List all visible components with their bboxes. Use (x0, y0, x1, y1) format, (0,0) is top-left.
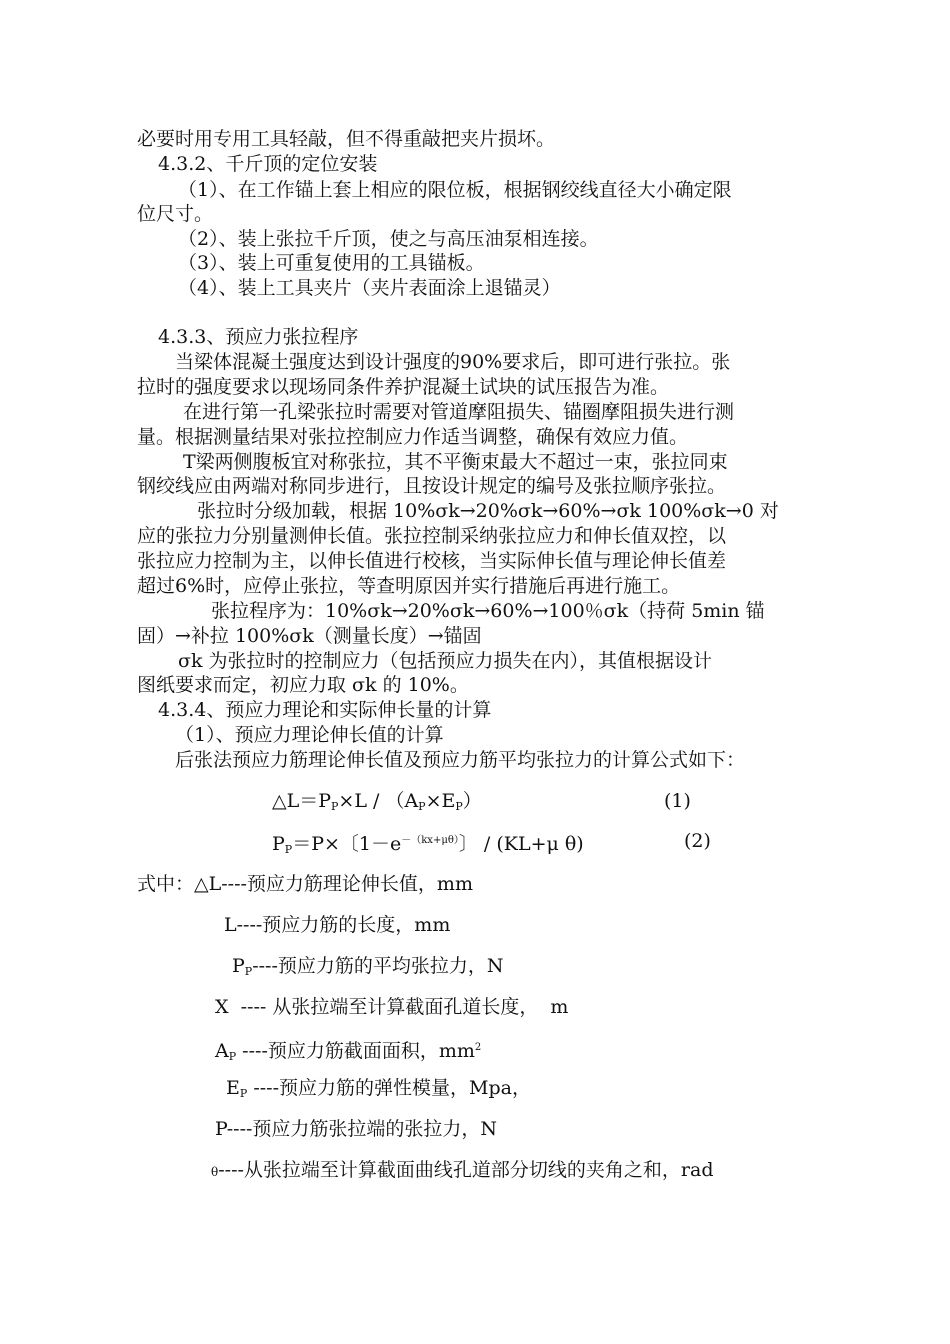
text-line: （3）、装上可重复使用的工具锚板。 (178, 252, 485, 274)
formula-1-number: (1) (664, 790, 691, 812)
formula-1: $\triangle L=P_P\times L / (A_P\times E_P)$ (272, 790, 482, 813)
text-line: T梁两侧腹板宜对称张拉，其不平衡束最大不超过一束，张拉同束 (183, 451, 728, 473)
section-heading: 4.3.2、千斤顶的定位安装 (158, 153, 378, 175)
definition-line: L----预应力筋的长度，mm (224, 914, 451, 936)
definition-line: $A_P$ ----预应力筋截面面积，$mm^2$ (215, 1040, 482, 1063)
definition-line: P----预应力筋张拉端的张拉力，N (215, 1118, 498, 1140)
text-line: 张拉时分级加载，根据 10%σk→20%σk→60%→σk 100%σk→0 对 (197, 500, 779, 522)
section-heading: 4.3.3、预应力张拉程序 (158, 326, 359, 348)
text-line: 张拉应力控制为主，以伸长值进行校核，当实际伸长值与理论伸长值差 (137, 550, 727, 572)
definition-line: $E_P$ ----预应力筋的弹性模量，Mpa， (226, 1077, 531, 1100)
text-line: 当梁体混凝土强度达到设计强度的90%要求后，即可进行张拉。张 (175, 351, 731, 373)
text-line: 应的张拉力分别量测伸长值。张拉控制采纳张拉应力和伸长值双控，以 (137, 525, 727, 547)
text-line: 张拉程序为：10%σk→20%σk→60%→100％σk（持荷 5min 锚 (211, 600, 765, 622)
text-line: 必要时用专用工具轻敲，但不得重敲把夹片损坏。 (137, 128, 556, 150)
text-line: 在进行第一孔梁张拉时需要对管道摩阻损失、锚圈摩阻损失进行测 (183, 401, 735, 423)
text-line: 固）→补拉 100%σk（测量长度）→锚固 (137, 625, 482, 647)
definition-line: X ---- 从张拉端至计算截面孔道长度， m (215, 996, 569, 1018)
text-line: 图纸要求而定，初应力取 σk 的 10%。 (137, 674, 469, 696)
formula-2: $P_P=P\times$〔$1-e^{-(kx+\mu\theta)}$〕 / (KL+μ θ) (272, 833, 584, 856)
definition-line: $P_P----$预应力筋的平均张拉力，N (232, 955, 504, 978)
text-line: （4）、装上工具夹片（夹片表面涂上退锚灵） (178, 277, 561, 299)
formula-2-number: (2) (684, 830, 711, 852)
text-line: 超过6%时，应停止张拉，等查明原因并实行措施后再进行施工。 (137, 575, 681, 597)
text-line: 拉时的强度要求以现场同条件养护混凝土试块的试压报告为准。 (137, 376, 670, 398)
text-line: 后张法预应力筋理论伸长值及预应力筋平均张拉力的计算公式如下： (175, 749, 746, 771)
section-heading: 4.3.4、预应力理论和实际伸长量的计算 (158, 699, 492, 721)
text-line: 钢绞线应由两端对称同步进行，且按设计规定的编号及张拉顺序张拉。 (137, 475, 727, 497)
text-line: （2）、装上张拉千斤顶，使之与高压油泵相连接。 (178, 228, 599, 250)
text-line: 量。根据测量结果对张拉控制应力作适当调整，确保有效应力值。 (137, 426, 689, 448)
text-line: 位尺寸。 (137, 203, 214, 225)
subsection-heading: （1）、预应力理论伸长值的计算 (175, 724, 444, 746)
text-line: （1）、在工作锚上套上相应的限位板，根据钢绞线直径大小确定限 (178, 179, 732, 201)
definition-line: θ----从张拉端至计算截面曲线孔道部分切线的夹角之和，rad (211, 1159, 714, 1181)
definition-line: 式中：△L----预应力筋理论伸长值，mm (137, 873, 473, 895)
text-line: σk 为张拉时的控制应力（包括预应力损失在内），其值根据设计 (178, 650, 713, 672)
